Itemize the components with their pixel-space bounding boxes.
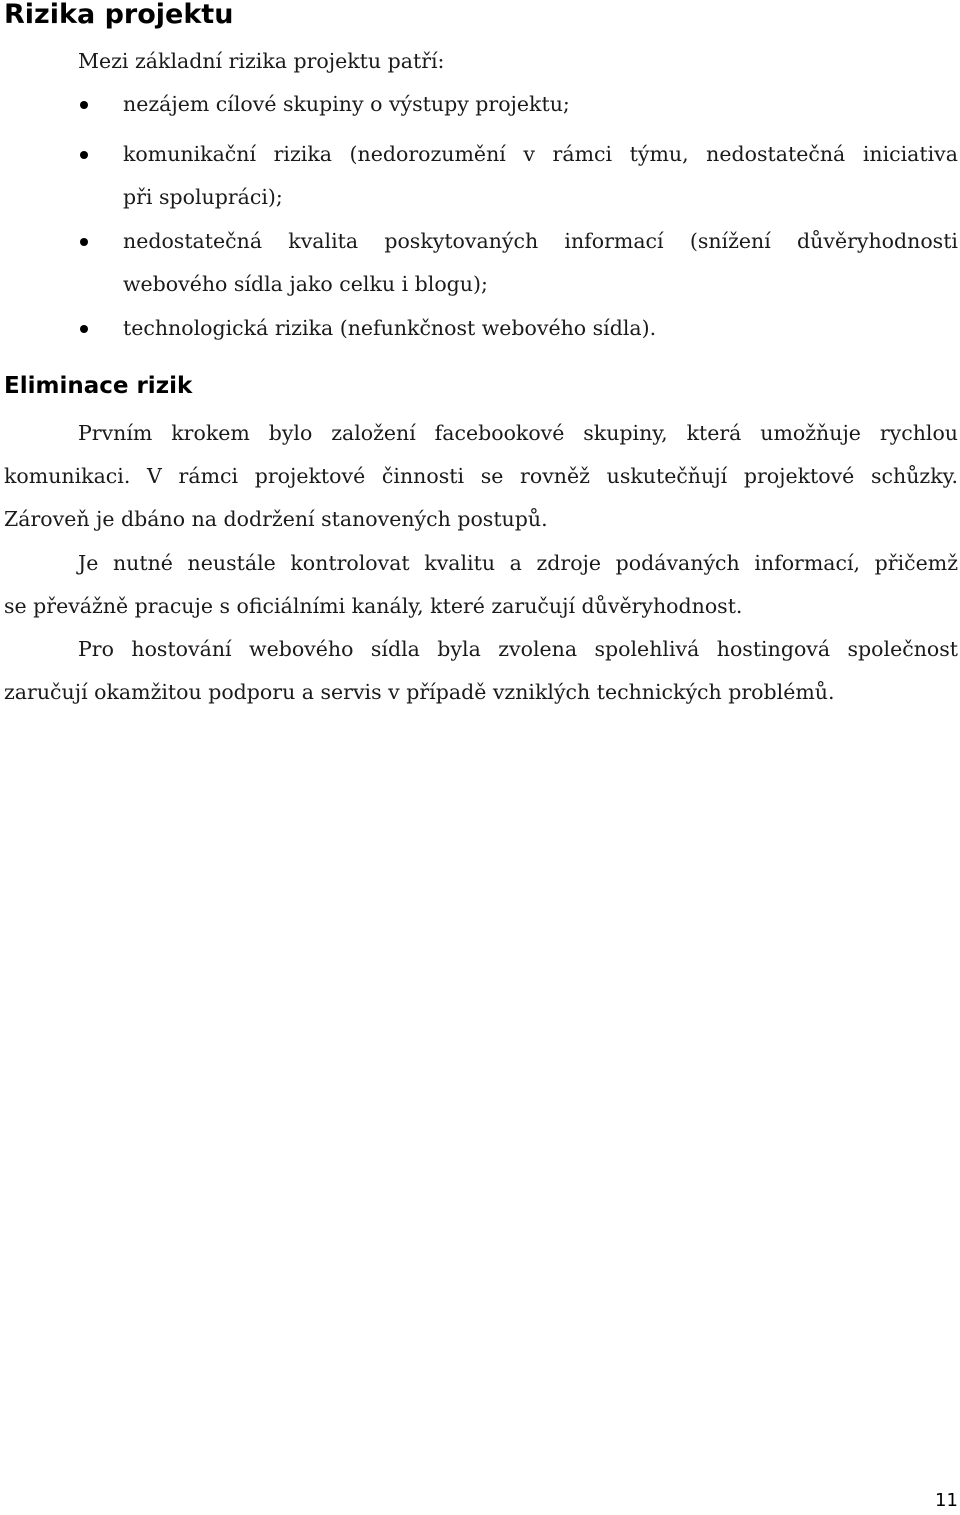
- paragraph-line: Pro hostování webového sídla byla zvolena spolehlivá hostingová společnost: [78, 637, 958, 661]
- section-heading: Rizika projektu: [4, 0, 234, 30]
- bullet-icon: [80, 238, 88, 246]
- page-number: 11: [935, 1490, 958, 1511]
- list-item-line: nezájem cílové skupiny o výstupy projektu;: [123, 92, 570, 116]
- list-item-line: při spolupráci);: [123, 185, 283, 209]
- paragraph-line: Zároveň je dbáno na dodržení stanovených postupů.: [4, 507, 548, 531]
- bullet-icon: [80, 325, 88, 333]
- bullet-icon: [80, 101, 88, 109]
- bullet-icon: [80, 151, 88, 159]
- list-item-line: komunikační rizika (nedorozumění v rámci týmu, nedostatečná iniciativa: [123, 142, 958, 166]
- intro-text: Mezi základní rizika projektu patří:: [78, 49, 445, 73]
- paragraph-line: Je nutné neustále kontrolovat kvalitu a zdroje podávaných informací, přičemž: [78, 551, 958, 575]
- paragraph-line: se převážně pracuje s oficiálními kanály, které zaručují důvěryhodnost.: [4, 594, 743, 618]
- list-item-line: webového sídla jako celku i blogu);: [123, 272, 488, 296]
- subsection-heading: Eliminace rizik: [4, 373, 193, 399]
- list-item-line: nedostatečná kvalita poskytovaných informací (snížení důvěryhodnosti: [123, 229, 958, 253]
- list-item-line: technologická rizika (nefunkčnost webového sídla).: [123, 316, 657, 340]
- paragraph-line: komunikaci. V rámci projektové činnosti se rovněž uskutečňují projektové schůzky.: [4, 464, 958, 488]
- paragraph-line: zaručují okamžitou podporu a servis v případě vzniklých technických problémů.: [4, 680, 835, 704]
- paragraph-line: Prvním krokem bylo založení facebookové skupiny, která umožňuje rychlou: [78, 421, 958, 445]
